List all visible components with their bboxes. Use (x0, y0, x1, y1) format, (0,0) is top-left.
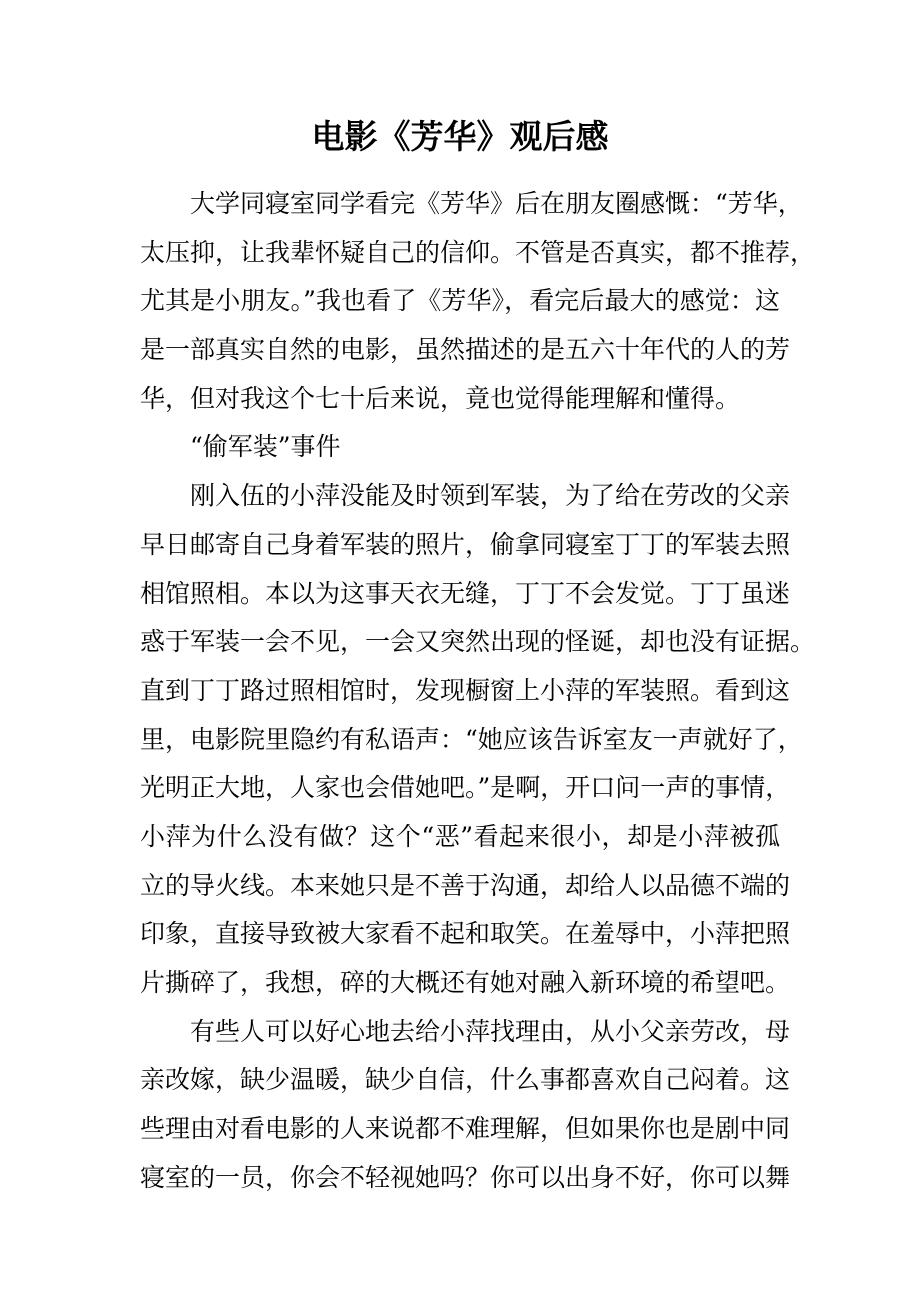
text-line: 早日邮寄自己身着军装的照片，偷拿同寝室丁丁的军装去照 (140, 529, 791, 559)
text-line: 刚入伍的小萍没能及时领到军装，为了给在劳改的父亲 (190, 481, 791, 511)
text-line: 太压抑，让我辈怀疑自己的信仰。不管是否真实，都不推荐， (140, 237, 816, 267)
text-line: 光明正大地，人家也会借她吧。”是啊，开口问一声的事情， (140, 773, 791, 803)
document-title: 电影《芳华》观后感 (311, 117, 609, 156)
text-line: 些理由对看电影的人来说都不难理解，但如果你也是剧中同 (140, 1114, 791, 1144)
text-line: 尤其是小朋友。”我也看了《芳华》，看完后最大的感觉：这 (140, 286, 780, 316)
text-line: 相馆照相。本以为这事天衣无缝，丁丁不会发觉。丁丁虽迷 (140, 578, 791, 608)
text-line: 惑于军装一会不见，一会又突然出现的怪诞，却也没有证据。 (140, 627, 816, 657)
text-line: 华，但对我这个七十后来说，竟也觉得能理解和懂得。 (140, 383, 741, 413)
text-line: 亲改嫁，缺少温暖，缺少自信，什么事都喜欢自己闷着。这 (140, 1065, 791, 1095)
text-line: 有些人可以好心地去给小萍找理由，从小父亲劳改，母 (190, 1016, 791, 1046)
text-line: “偷军装”事件 (190, 432, 341, 462)
text-line: 寝室的一员，你会不轻视她吗？你可以出身不好，你可以舞 (140, 1162, 791, 1192)
text-line: 印象，直接导致被大家看不起和取笑。在羞辱中，小萍把照 (140, 919, 791, 949)
text-line: 直到丁丁路过照相馆时，发现橱窗上小萍的军装照。看到这 (140, 675, 791, 705)
text-line: 大学同寝室同学看完《芳华》后在朋友圈感慨：“芳华， (190, 189, 803, 218)
text-line: 片撕碎了，我想，碎的大概还有她对融入新环境的希望吧。 (140, 968, 791, 997)
document-body (140, 180, 816, 1202)
text-line: 小萍为什么没有做？这个“恶”看起来很小，却是小萍被孤 (140, 821, 780, 851)
text-line: 是一部真实自然的电影，虽然描述的是五六十年代的人的芳 (140, 335, 791, 365)
text-line: 立的导火线。本来她只是不善于沟通，却给人以品德不端的 (140, 870, 791, 900)
text-line: 里，电影院里隐约有私语声：“她应该告诉室友一声就好了， (140, 724, 803, 754)
